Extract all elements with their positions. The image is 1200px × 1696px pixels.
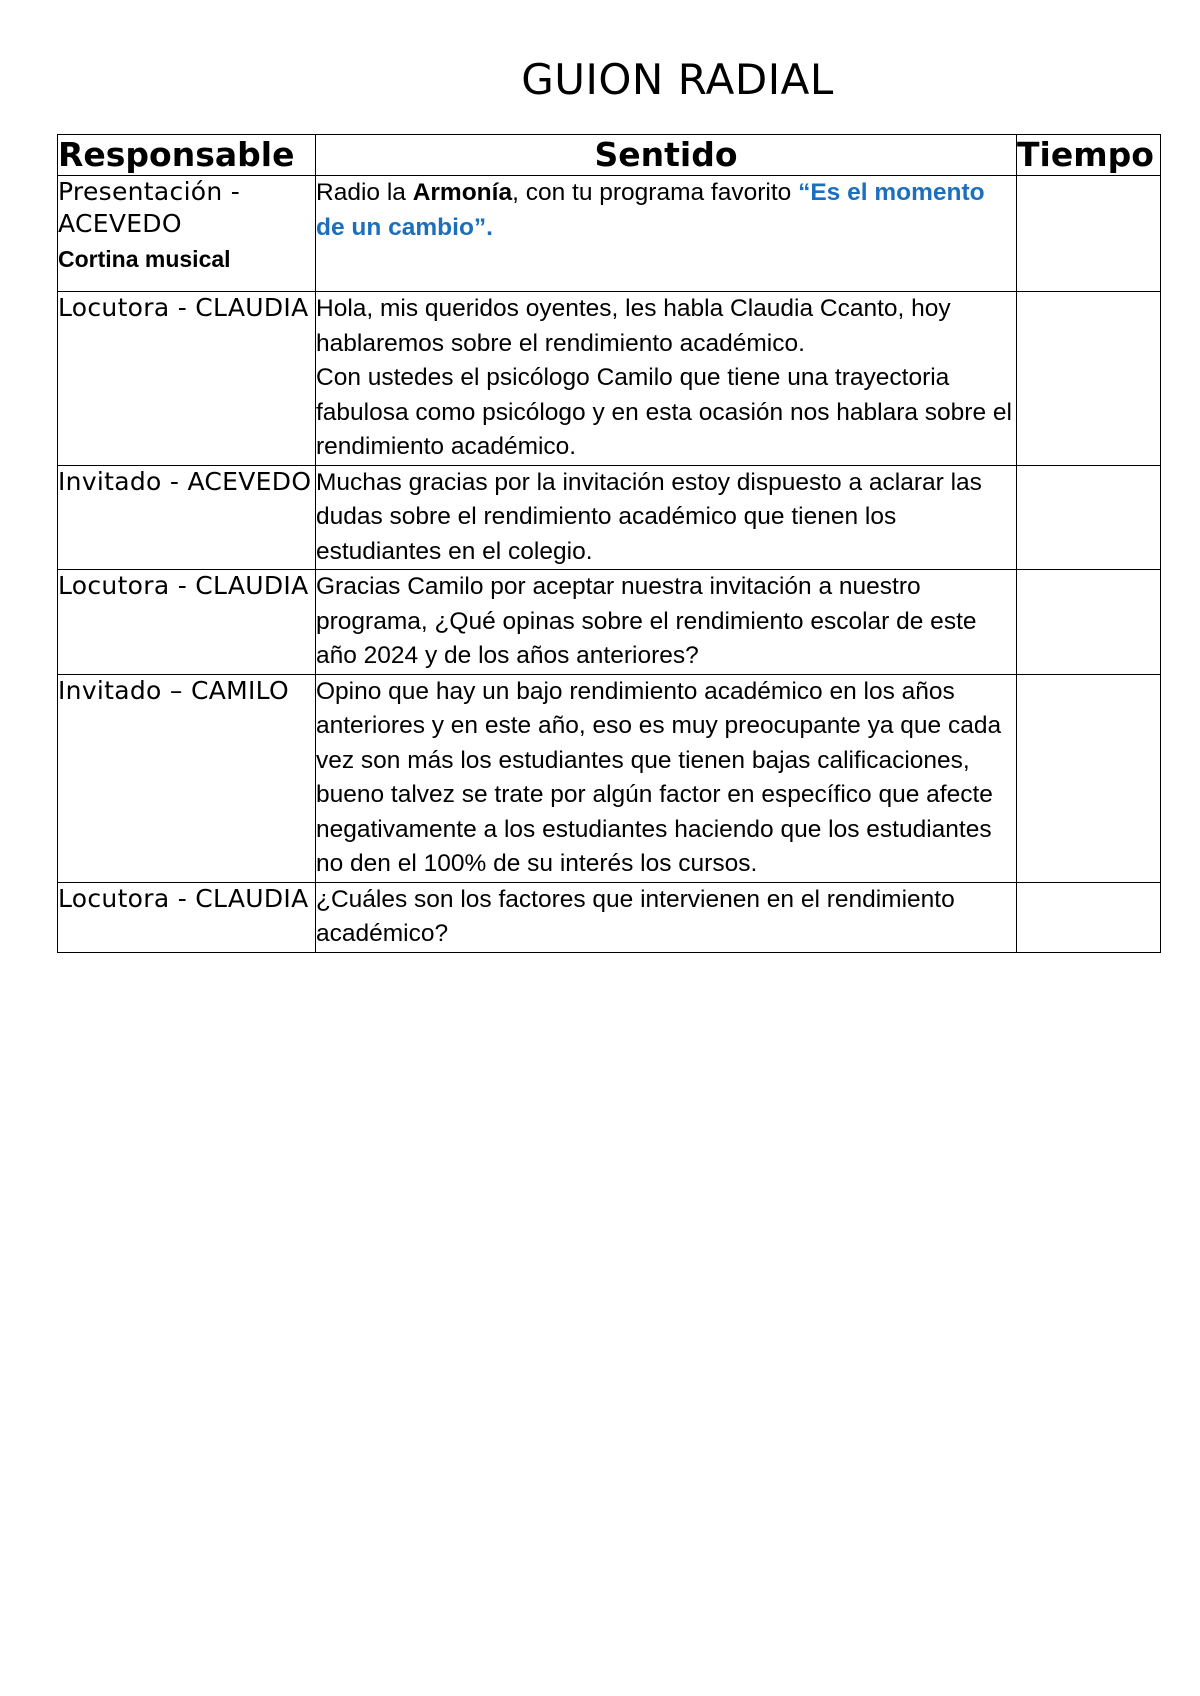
sentido-cell: Opino que hay un bajo rendimiento académico en los años anteriores y en este año, eso es muy preocupante ya que cada vez son más los estudiantes que tienen bajas calificaciones, bueno talvez se trate por algún factor en específico que afecte negativamente a los estudiantes haciendo que los estudiantes no den el 100% de su interés los cursos. (316, 674, 1017, 882)
tiempo-cell (1017, 882, 1161, 952)
tiempo-cell (1017, 176, 1161, 292)
document-title: GUION RADIAL (521, 55, 834, 104)
sentido-cell: ¿Cuáles son los factores que intervienen en el rendimiento académico? (316, 882, 1017, 952)
table-row (58, 570, 1161, 675)
header-responsable: Responsable (58, 135, 316, 176)
radio-script-table (57, 134, 1161, 953)
sentido-paragraph: Hola, mis queridos oyentes, les habla Claudia Ccanto, hoy hablaremos sobre el rendimiento académico. (316, 295, 951, 357)
sentido-cell: Muchas gracias por la invitación estoy dispuesto a aclarar las dudas sobre el rendimiento académico que tienen los estudiantes en el colegio. (316, 465, 1017, 570)
responsable-cell: Invitado - ACEVEDO (58, 465, 316, 570)
responsable-label: Presentación - ACEVEDO (58, 177, 241, 238)
tiempo-cell (1017, 465, 1161, 570)
table-row (58, 674, 1161, 882)
header-sentido: Sentido (316, 135, 1017, 176)
sentido-paragraph: Con ustedes el psicólogo Camilo que tiene una trayectoria fabulosa como psicólogo y en esta ocasión nos hablara sobre el rendimiento académico. (316, 364, 1012, 460)
table-row (58, 465, 1161, 570)
responsable-cell: Locutora - CLAUDIA (58, 292, 316, 466)
sentido-cell (316, 176, 1017, 292)
table-row (58, 292, 1161, 466)
table-row (58, 176, 1161, 292)
responsable-cell: Locutora - CLAUDIA (58, 570, 316, 675)
sentido-cell: Gracias Camilo por aceptar nuestra invitación a nuestro programa, ¿Qué opinas sobre el rendimiento escolar de este año 2024 y de los años anteriores? (316, 570, 1017, 675)
tiempo-cell (1017, 570, 1161, 675)
tiempo-cell (1017, 674, 1161, 882)
table-row (58, 882, 1161, 952)
header-tiempo: Tiempo (1017, 135, 1161, 176)
table-header-row (58, 135, 1161, 176)
sentido-text-part: Radio la (316, 179, 413, 206)
cortina-note: Cortina musical (58, 246, 231, 272)
station-name: Armonía (412, 179, 513, 206)
responsable-cell: Invitado – CAMILO (58, 674, 316, 882)
program-name: “Es el momento de un cambio”. (316, 179, 985, 241)
sentido-cell (316, 292, 1017, 466)
responsable-cell: Locutora - CLAUDIA (58, 882, 316, 952)
tiempo-cell (1017, 292, 1161, 466)
responsable-cell (58, 176, 316, 292)
sentido-text-part: , con tu programa favorito (512, 179, 799, 206)
